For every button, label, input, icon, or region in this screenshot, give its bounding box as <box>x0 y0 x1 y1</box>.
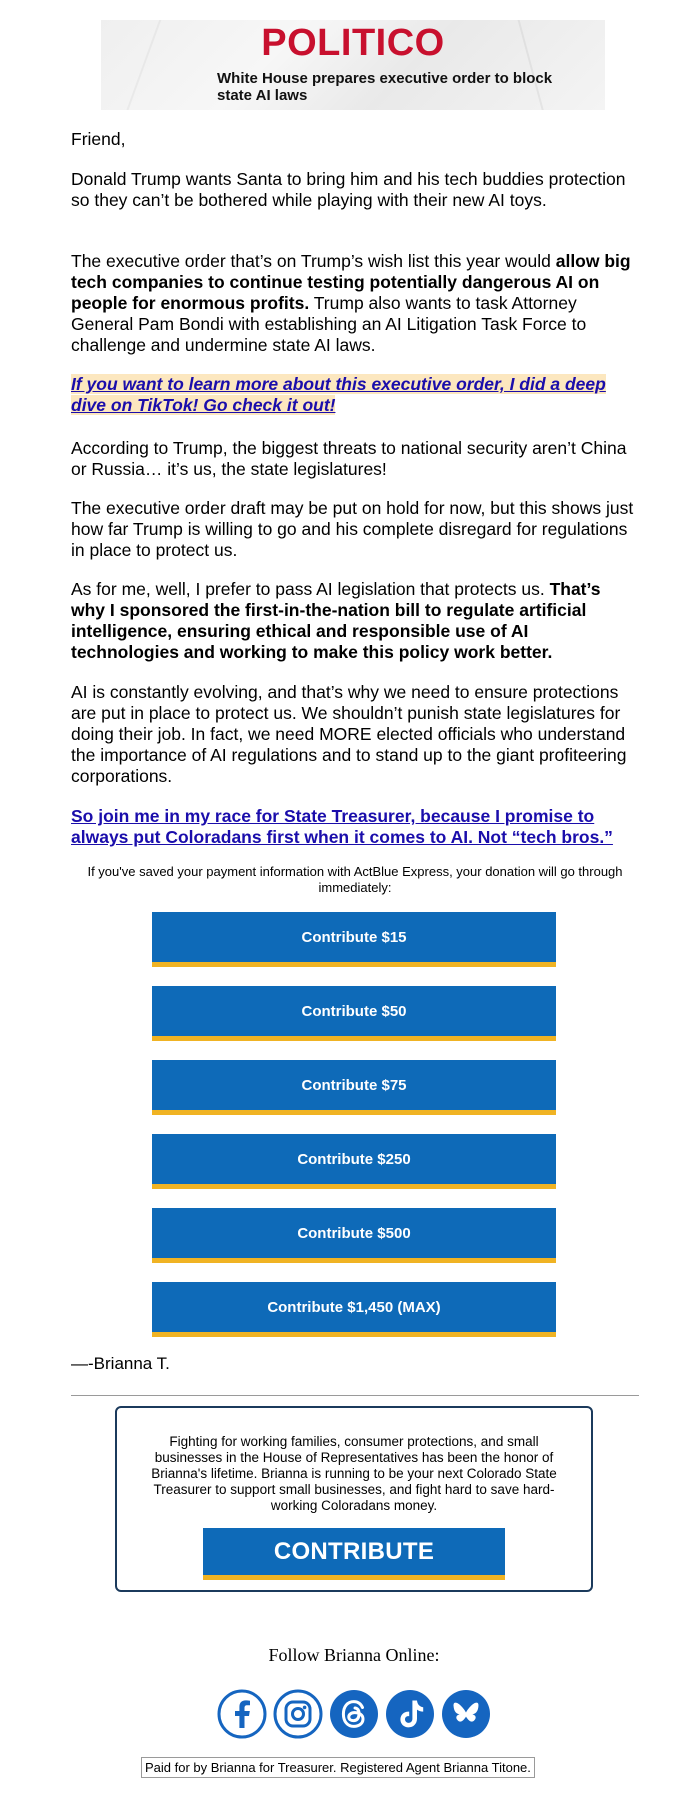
bold-sponsored-bill: That’s why I sponsored the first-in-the-nation bill to regulate artificial intelligence, ensuring ethical and responsible use of AI technologies and working to make this policy work better. <box>71 579 601 662</box>
politico-header-image[interactable] <box>101 20 605 110</box>
contribute-250-button[interactable]: Contribute $250 <box>152 1134 556 1189</box>
instagram-icon[interactable] <box>272 1688 324 1740</box>
bio-contribute-box <box>115 1406 593 1592</box>
contribute-button[interactable]: CONTRIBUTE <box>203 1528 505 1580</box>
politico-logo: POLITICO <box>261 22 445 64</box>
contribute-75-button[interactable]: Contribute $75 <box>152 1060 556 1115</box>
bluesky-icon[interactable] <box>440 1688 492 1740</box>
paragraph-ai-evolving: AI is constantly evolving, and that’s why we need to ensure protections are put in place to protect us. We shouldn’t punish state legislatures for doing their job. In fact, we need MORE elected officials who understand the importance of AI regulations and to stand up to the giant profiteering corporations. <box>71 682 627 786</box>
paragraph-draft-on-hold: The executive order draft may be put on hold for now, but this shows just how far Trump is willing to go and his complete disregard for regulations in place to protect us. <box>71 498 634 560</box>
paragraph-legislation: As for me, well, I prefer to pass AI legislation that protects us. That’s why I sponsored the first-in-the-nation bill to regulate artificial intelligence, ensuring ethical and responsible use of AI technologies and working to make this policy work better. <box>71 579 601 662</box>
follow-heading: Follow Brianna Online: <box>268 1645 440 1665</box>
article-headline: White House prepares executive order to block state AI laws <box>217 70 553 104</box>
paragraph-santa: Donald Trump wants Santa to bring him and his tech buddies protection so they can’t be bothered while playing with their new AI toys. <box>71 169 626 210</box>
bold-claim: allow big tech companies to continue testing potentially dangerous AI on people for enormous profits. <box>71 251 631 313</box>
contribute-50-button[interactable]: Contribute $50 <box>152 986 556 1041</box>
join-race-link[interactable]: So join me in my race for State Treasurer, because I promise to always put Coloradans first when it comes to AI. Not “tech bros.” <box>71 806 613 847</box>
greeting: Friend, <box>71 129 126 149</box>
tiktok-paragraph <box>71 374 639 416</box>
tiktok-link[interactable]: If you want to learn more about this executive order, I did a deep dive on TikTok! Go check it out! <box>71 374 606 415</box>
divider <box>71 1395 639 1396</box>
contribute-500-button[interactable]: Contribute $500 <box>152 1208 556 1263</box>
facebook-icon[interactable] <box>216 1688 268 1740</box>
join-paragraph <box>71 806 639 848</box>
contribute-15-button[interactable]: Contribute $15 <box>152 912 556 967</box>
actblue-express-note: If you've saved your payment information with ActBlue Express, your donation will go through immediately: <box>87 864 623 895</box>
signature: —-Brianna T. <box>71 1354 170 1373</box>
paid-for-disclaimer: Paid for by Brianna for Treasurer. Registered Agent Brianna Titone. <box>141 1757 535 1778</box>
bio-text: Fighting for working families, consumer protections, and small businesses in the House of Representatives has been the honor of Brianna's lifetime. Brianna is running to be your next Colorado State Treasurer to support small businesses, and fight hard to save hard-working Coloradans money. <box>151 1434 557 1513</box>
contribute-max-button[interactable]: Contribute $1,450 (MAX) <box>152 1282 556 1337</box>
tiktok-icon[interactable] <box>384 1688 436 1740</box>
social-links <box>0 1688 700 1740</box>
threads-icon[interactable] <box>328 1688 380 1740</box>
paragraph-executive-order: The executive order that’s on Trump’s wish list this year would allow big tech companies to continue testing potentially dangerous AI on people for enormous profits. Trump also wants to task Attorney General Pam Bondi with establishing an AI Litigation Task Force to challenge and undermine state AI laws. <box>71 251 631 355</box>
paragraph-national-security: According to Trump, the biggest threats to national security aren’t China or Russia… it’s us, the state legislatures! <box>71 438 627 479</box>
